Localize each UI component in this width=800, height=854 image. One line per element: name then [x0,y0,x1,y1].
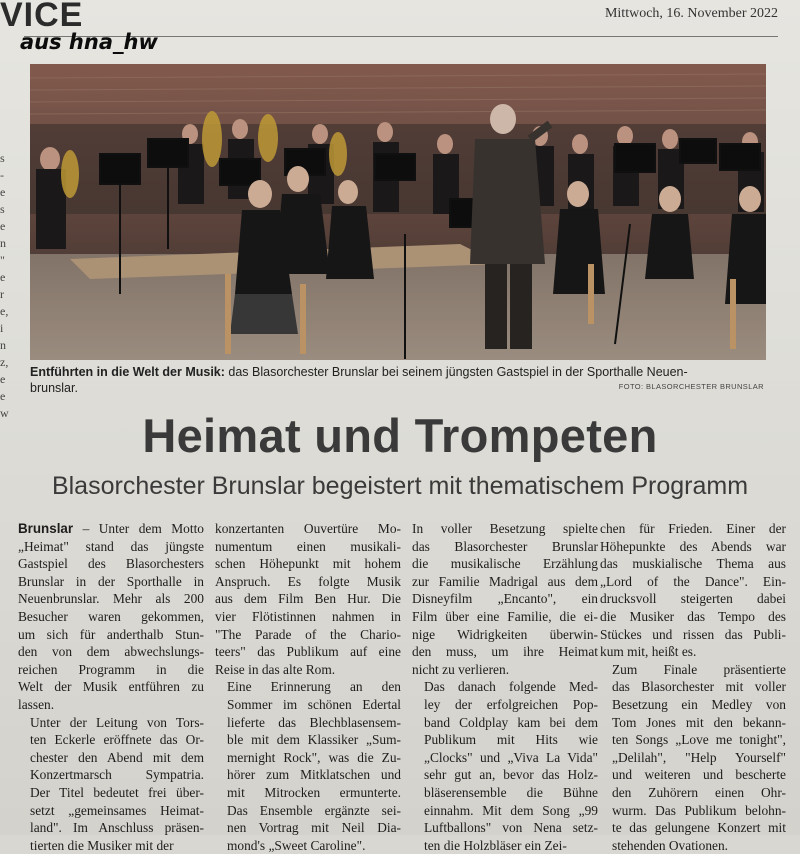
article-column-3 [412,520,598,854]
article-paragraph [215,520,401,678]
text-line: den muss, um ihre Heimat [412,644,598,660]
text-line: konzertanten Ouvertüre Mo- [215,521,401,536]
article-column-2 [215,520,401,854]
text-line: Disneyfilm „Encanto", ein [412,591,598,607]
text-line: ten Eckerle eröffnete das Or- [30,732,204,748]
text-line: das Blasorchester mit voller [612,679,786,695]
text-line: Zum Finale präsentierte [612,661,786,677]
article-paragraph [600,661,786,854]
text-line: sehr gut an, bevor das Holz- [424,767,598,783]
text-line: nicht zu verlieren. [412,661,510,677]
text-line: Publikum mit Hits wie [424,732,598,748]
article-paragraph [18,520,204,714]
text-line: Neuenbrunslar. Mehr als 200 [18,591,204,607]
text-line: band Coldplay kam bei dem [424,714,598,730]
edge-letter: - [0,168,4,182]
text-line: das Blasorchester Brunslar [412,538,598,554]
text-line-rest: – Unter dem Motto [73,521,204,536]
dateline: Brunslar [18,521,74,536]
text-line: „Clocks" und „Viva La Vida" [424,749,598,765]
text-line: kum mit, heißt es. [600,644,697,660]
source-watermark: aus hna_hw [20,30,158,54]
edge-letter: e [0,185,6,199]
text-line: Film über eine Familie, die ei- [412,608,598,624]
edge-letter: n [0,236,6,250]
text-line: tierten die Musiker mit der [30,837,174,853]
article-paragraph [600,520,786,661]
concert-photo [30,64,766,360]
text-line: teers" das Publikum auf eine [215,644,401,660]
text-line: chen für Frieden. Einer der [600,521,786,536]
edge-letter: n [0,338,6,352]
text-line: Besetzung ein Medley von [612,696,786,712]
photo-caption [30,364,766,396]
photo-credit: FOTO: BLASORCHESTER BRUNSLAR [618,382,764,391]
text-line: Das Ensemble ergänzte sei- [227,802,401,818]
text-line: Besucher waren gekommen, [18,608,204,624]
text-line: Stückes und rissen das Publi- [600,626,786,642]
text-line: mernight Rock", was die Zu- [227,749,401,765]
text-line: Höhepunkte des Abends war [600,538,786,554]
adjacent-column-fragment [0,150,10,422]
text-line: bläserensemble die Bühne [424,784,598,800]
text-line: mond's „Sweet Caroline". [227,837,366,853]
article-column-4 [600,520,786,854]
text-line: „Heimat" stand das jüngste [18,538,204,554]
text-line: reichen Programm in die [18,661,204,677]
text-line: Eine Erinnerung an den [227,679,401,695]
text-line: Der Titel bedeutet frei über- [30,784,204,800]
text-line: chester den Abend mit dem [30,749,204,765]
text-line [18,520,204,538]
text-line: aus dem Film Ben Hur. Die [215,591,401,607]
text-line: „Lord of the Dance". Ein- [600,573,786,589]
caption-text: das Blasorchester Brunslar bei seinem jüngsten Gastspiel in der Sporthalle Neuen- [224,365,688,379]
text-line: „Delilah", "Help Yourself" [612,749,786,765]
text-line: mit Mitrocken ermunterte. [227,784,401,800]
text-line: wurm. Das Publikum belohn- [612,802,786,818]
article-subheadline: Blasorchester Brunslar begeistert mit thematischem Programm [51,472,749,500]
caption-text-2: brunslar. [30,381,78,395]
text-line: Welt der Musik entführen zu [18,679,204,695]
text-line: Reise in das alte Rom. [215,661,336,677]
edge-letter: r [0,287,4,301]
text-line: einnahm. Mit dem Song „99 [424,802,598,818]
text-line: Konzertmarsch Sympatria. [30,767,204,783]
text-line: Tom Jones mit den bekann- [612,714,786,730]
article-paragraph [412,678,598,854]
edge-letter: w [0,406,9,420]
text-line: schen Höhepunkt mit hohem [215,556,401,572]
masthead-fragment: VICE [0,0,84,34]
article-headline: Heimat und Trompeten [142,409,658,462]
text-line: Das danach folgende Med- [424,679,598,695]
text-line: stehenden Ovationen. [612,837,729,853]
text-line: "The Parade of the Chario- [215,626,401,642]
text-line: und weiteren und bescherte [612,767,786,783]
text-line: vier Flötistinnen nahmen in [215,608,401,624]
article-column-1 [18,520,204,854]
text-line: Anspruch. Es folgte Musik [215,573,401,589]
text-line: land". Im Anschluss präsen- [30,820,204,836]
text-line: nige Widrigkeiten überwin- [412,626,598,642]
text-line: ble mit dem Klassiker „Sum- [227,732,401,748]
edge-letter: e, [0,304,9,318]
text-line: te das gelungene Konzert mit [612,820,786,836]
text-line: Brunslar in der Sporthalle in [18,573,204,589]
edge-letter: s [0,151,5,165]
text-line: numentum einen musikali- [215,538,401,554]
text-line: um sich für anderthalb Stun- [18,626,204,642]
text-line: hörer zum Mitklatschen und [227,767,401,783]
text-line: Luftballons" von Nena setz- [424,820,598,836]
text-line: die musikalische Erzählung [412,556,598,572]
text-line: Gastspiel des Blasorchesters [18,556,204,572]
edge-letter: e [0,372,6,386]
text-line: zur Familie Madrigal aus dem [412,573,598,589]
text-line: ten Songs „Love me tonight", [612,732,786,748]
text-line: setzt „gemeinsames Heimat- [30,802,204,818]
text-line: ley der erfolgreichen Pop- [424,696,598,712]
text-line: den von dem abwechslungs- [18,644,204,660]
edge-letter: e [0,389,6,403]
edge-letter: s [0,202,5,216]
text-line: das muskialische Thema aus [600,556,786,572]
text-line: nen Vortrag mit Neil Dia- [227,820,401,836]
text-line: lassen. [18,696,55,712]
text-line: In voller Besetzung spielte [412,521,598,536]
caption-lead: Entführten in die Welt der Musik: [30,365,225,379]
orchestra-photo-illustration [30,64,766,360]
edge-letter: e [0,270,6,284]
text-line: Unter der Leitung von Tors- [30,714,204,730]
text-line: drucksvoll steigerten dabei [600,591,786,607]
text-line: die Musiker das Tempo des [600,608,786,624]
article-paragraph [18,714,204,854]
edge-letter: " [0,253,5,267]
edge-letter: i [0,321,4,335]
text-line: Sommer im schönen Edertal [227,696,401,712]
issue-date: Mittwoch, 16. November 2022 [604,6,778,21]
edge-letter: z, [0,355,9,369]
text-line: lieferte das Blechblasensem- [227,714,401,730]
edge-letter: e [0,219,6,233]
article-paragraph [215,678,401,854]
text-line: ten die Holzbläser ein Zei- [424,837,567,853]
article-paragraph [412,520,598,678]
text-line: den Zuhörern einen Ohr- [612,784,786,800]
